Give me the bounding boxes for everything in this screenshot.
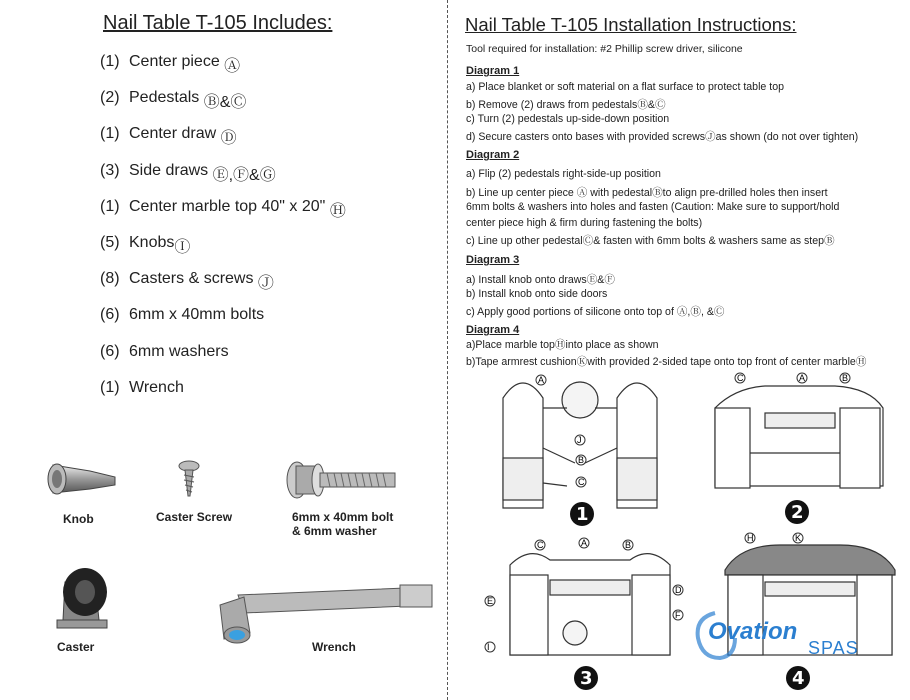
caster-image (55, 562, 115, 634)
fig2-label: C (737, 373, 744, 383)
caster-caption: Caster (57, 640, 95, 654)
logo-word-spas: SPAS (808, 638, 859, 658)
bolt-caption-line1: 6mm x 40mm bolt (292, 510, 394, 524)
diagram-1-step: a) Place blanket or soft material on a flat surface to protect table top (466, 81, 784, 93)
diagram-number-2: 2 (791, 502, 804, 523)
include-item: (1) Center draw Ⓓ (100, 125, 237, 148)
figure-3 (480, 535, 690, 695)
bolt-washer-image (282, 458, 402, 503)
column-divider (447, 0, 448, 700)
includes-list (100, 53, 346, 415)
diagram-2-step: b) Line up center piece Ⓐ with pedestalⒷto align pre-drilled holes then insert (466, 187, 828, 199)
fig2-label: B (842, 373, 849, 383)
diagram-2-step: 6mm bolts & washers into holes and fasten (Caution: Make sure to support/hold (466, 201, 840, 213)
diagram-2-heading: Diagram 2 (466, 149, 520, 161)
diagram-4-step: a)Place marble topⒽinto place as shown (466, 339, 659, 351)
include-item: (2) Pedestals Ⓑ&Ⓒ (100, 89, 247, 112)
bolt-caption-line2: & 6mm washer (292, 524, 377, 538)
fig1-label: A (538, 375, 545, 385)
diagram-4-heading: Diagram 4 (466, 324, 520, 336)
fig3-label: D (675, 585, 682, 595)
diagram-1-step: c) Turn (2) pedestals up-side-down position (466, 113, 670, 125)
include-item: (1) Center piece Ⓐ (100, 53, 241, 75)
instructions-title: Nail Table T-105 Installation Instructions: (465, 14, 797, 35)
include-item: (1) Center marble top 40" x 20" Ⓗ (100, 197, 346, 220)
figure-2 (705, 368, 895, 528)
ovation-spas-logo (690, 608, 860, 663)
fig3-label: B (625, 540, 632, 550)
caster-screw-caption: Caster Screw (156, 510, 233, 524)
include-item: (6) 6mm x 40mm bolts (100, 306, 265, 324)
wrench-caption: Wrench (312, 640, 356, 654)
tools-required: Tool required for installation: #2 Phillip screw driver, silicone (466, 43, 743, 55)
include-item: (5) Knobs Ⓘ (100, 233, 191, 256)
fig3-label: C (537, 540, 544, 550)
fig2-label: A (799, 373, 806, 383)
include-item: (1) Wrench (100, 378, 184, 396)
diagram-2-step: a) Flip (2) pedestals right-side-up position (466, 168, 661, 180)
diagram-1-heading: Diagram 1 (466, 65, 520, 77)
logo-word-ovation: Ovation (708, 618, 798, 645)
diagram-2-step: c) Line up other pedestalⒸ& fasten with 6mm bolts & washers same as stepⒷ (466, 235, 835, 247)
fig1-label: C (578, 477, 585, 487)
fig3-label: E (487, 596, 494, 606)
diagram-3-step: a) Install knob onto drawsⒺ&Ⓕ (466, 274, 615, 286)
figure-1 (495, 368, 675, 528)
include-item: (8) Casters & screws Ⓙ (100, 270, 274, 293)
fig3-label: A (581, 538, 588, 548)
knob-image (45, 455, 120, 500)
include-item: (3) Side draws Ⓔ,Ⓕ&Ⓖ (100, 161, 276, 184)
diagram-3-heading: Diagram 3 (466, 254, 520, 266)
includes-title: Nail Table T-105 Includes: (103, 12, 333, 34)
diagram-1-step: b) Remove (2) draws from pedestalsⒷ&Ⓒ (466, 99, 666, 111)
diagram-3-step: b) Install knob onto side doors (466, 288, 608, 300)
diagram-4-step: b)Tape armrest cushionⓀwith provided 2-sided tape onto top front of center marbleⒽ (466, 356, 867, 368)
caster-screw-image (178, 460, 200, 500)
fig1-label: B (578, 455, 585, 465)
diagram-3-step: c) Apply good portions of silicone onto top of Ⓐ,Ⓑ, &Ⓒ (466, 306, 725, 318)
diagram-number-3: 3 (580, 668, 593, 689)
fig3-label: I (487, 642, 490, 652)
diagram-2-step: center piece high & firm during fastening the bolts) (466, 217, 703, 229)
include-item: (6) 6mm washers (100, 342, 229, 360)
diagram-number-4: 4 (792, 668, 805, 689)
fig4-label: K (795, 533, 802, 543)
diagram-number-1: 1 (576, 504, 589, 525)
knob-caption: Knob (63, 512, 94, 526)
fig3-label: F (675, 610, 681, 620)
diagram-1-step: d) Secure casters onto bases with provided screwsⒿas shown (do not over tighten) (466, 131, 859, 143)
fig4-label: H (747, 533, 754, 543)
fig1-label: J (577, 435, 582, 445)
